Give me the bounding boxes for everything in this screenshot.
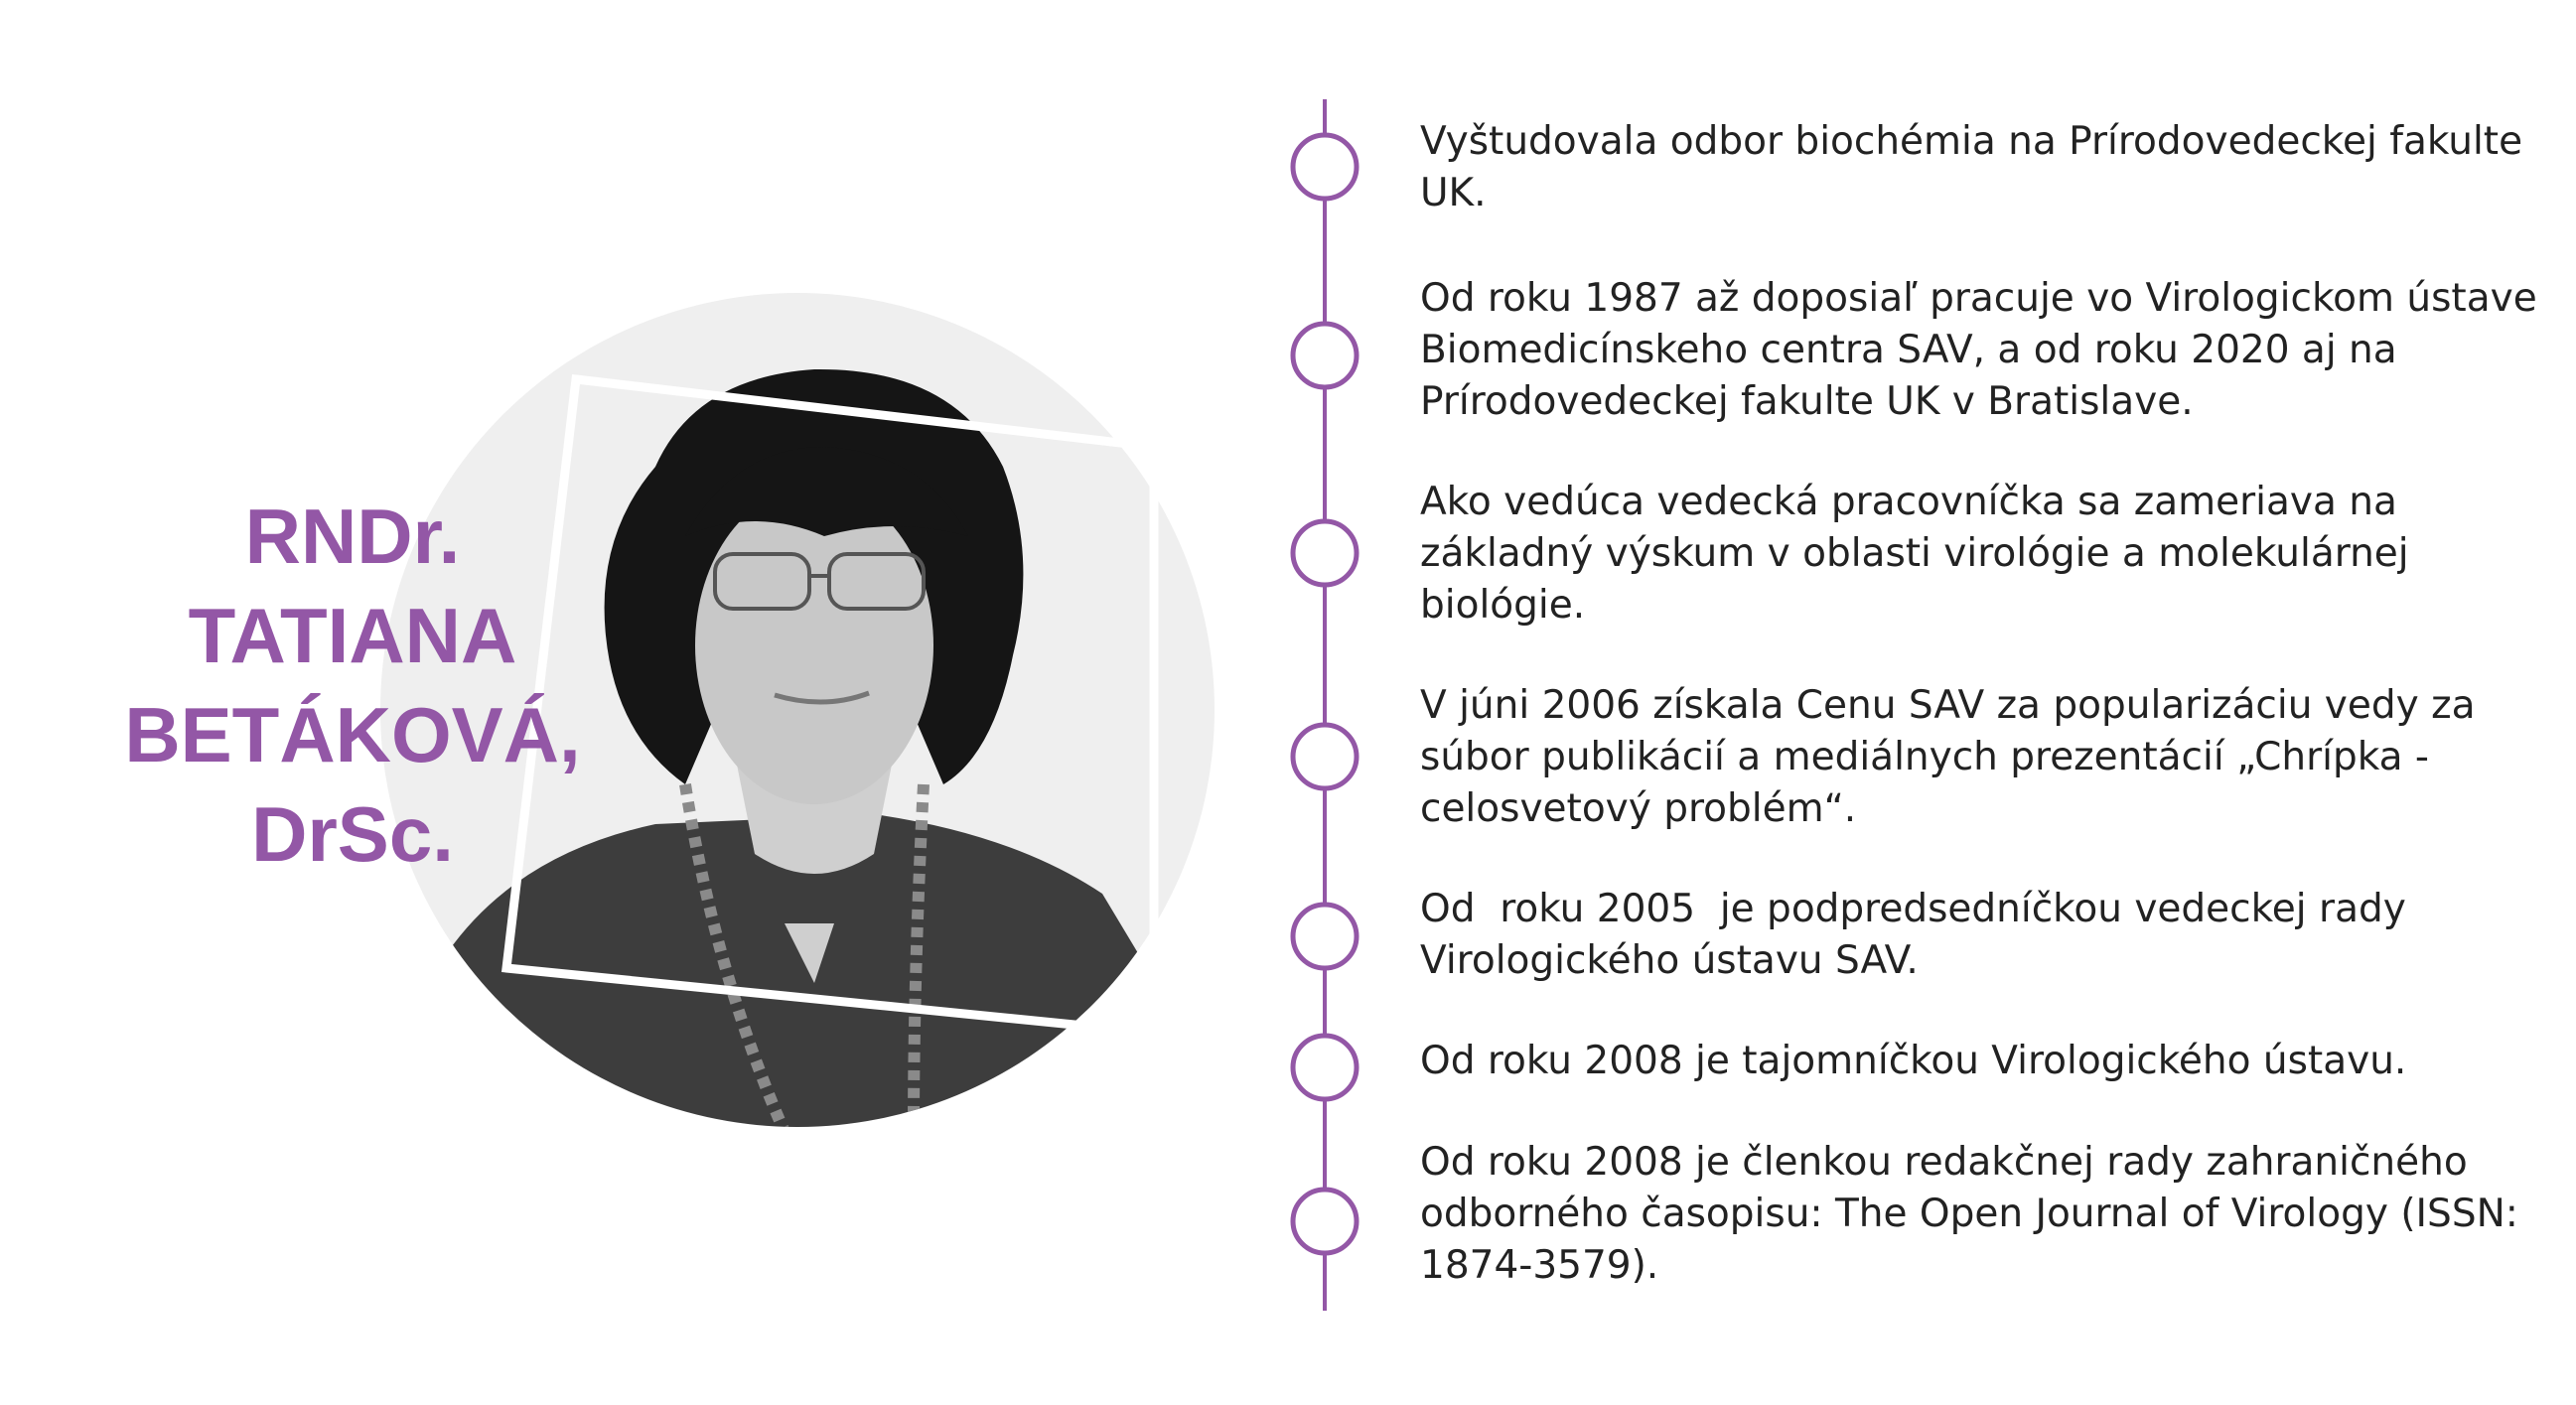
timeline-item-5: Od roku 2005 je podpredsedníčkou vedeckej rady Virologického ústavu SAV.: [1420, 887, 2419, 983]
timeline-node-3: [1293, 521, 1357, 585]
timeline-node-2: [1293, 324, 1357, 387]
name-line-degree: DrSc.: [251, 790, 454, 878]
name-line-title: RNDr.: [244, 492, 461, 580]
name-line-first: TATIANA: [188, 592, 517, 679]
timeline-item-6: Od roku 2008 je tajomníčkou Virologického ústavu.: [1420, 1039, 2407, 1083]
timeline-node-6: [1293, 1036, 1357, 1099]
timeline-item-4: V júni 2006 získala Cenu SAV za popularizáciu vedy za súbor publikácií a mediálnych prezentácií „Chrípka - celosvetový problém“.: [1420, 683, 2488, 831]
timeline-node-1: [1293, 135, 1357, 199]
timeline-item-7: Od roku 2008 je členkou redakčnej rady zahraničného odborného časopisu: The Open Journal of Virology (ISSN: 1874-3579).: [1420, 1140, 2531, 1288]
name-line-last: BETÁKOVÁ,: [124, 691, 581, 778]
timeline-node-4: [1293, 725, 1357, 788]
timeline-node-5: [1293, 905, 1357, 968]
person-name: [94, 487, 611, 884]
timeline-item-3: Ako vedúca vedecká pracovníčka sa zameriava na základný výskum v oblasti virológie a molekulárnej biológie.: [1420, 480, 2422, 628]
timeline-node-7: [1293, 1190, 1357, 1253]
timeline-item-1: Vyštudovala odbor biochémia na Prírodovedeckej fakulte UK.: [1420, 119, 2535, 215]
timeline-item-2: Od roku 1987 až doposiaľ pracuje vo Virologickom ústave Biomedicínskeho centra SAV, a od roku 2020 aj na Prírodovedeckej fakulte UK v Bratislave.: [1420, 276, 2550, 424]
